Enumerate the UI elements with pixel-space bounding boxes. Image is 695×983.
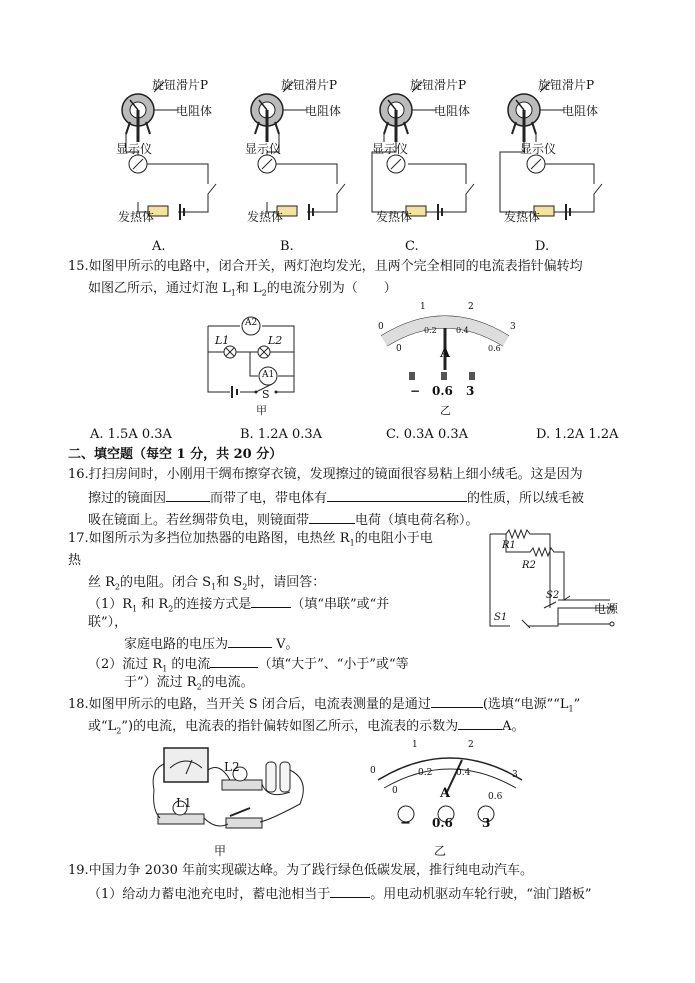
q17-line3: 丝 $R_2$的电阻。闭合 $S_1$和 $S_2$时，请回答： <box>88 575 326 592</box>
q17-s2-label: S2 <box>546 590 560 601</box>
q17-line6: 家庭电路的电压为 V。 <box>124 634 299 654</box>
q16-blank-3[interactable] <box>309 510 355 524</box>
q18-caption-jia: 甲 <box>214 844 227 858</box>
q15-stem-line1: 15.如图甲所示的电路中，闭合开关，两灯泡均发光，且两个完全相同的电流表指针偏转均 <box>68 259 583 274</box>
q18-meter-bottom-0: 0 <box>370 766 376 776</box>
q15-meter-bottom-0: 0 <box>378 322 384 332</box>
q15-l1-label: L1 <box>215 334 230 347</box>
q15-meter-bottom-02: 0.2 <box>424 326 437 335</box>
q17-source-label: 电源 <box>594 602 619 616</box>
q18-physical-circuit <box>150 740 320 840</box>
q16-line3: 吸在镜面上。若丝绸带负电，则镜面带 电荷（填电荷名称）。 <box>88 510 479 530</box>
q14-b-meter-label: 显示仪 <box>245 142 282 156</box>
q15-option-a[interactable]: A. 1.5A 0.3A <box>90 427 172 442</box>
q18-line2: 或“$L_2$”)的电流，电流表的指针偏转如图乙所示，电流表的示数为 A。 <box>88 716 524 741</box>
q18-meter-top-3: 3 <box>512 770 518 780</box>
q15-meter-top-1: 1 <box>420 302 426 312</box>
q17-line4: $(1)R_1$ 和 $R_2$的连接方式是 （填“串联”或“并 <box>88 594 389 619</box>
q17-r2-label: R2 <box>522 560 536 571</box>
q15-meter-top-3: 3 <box>510 322 516 332</box>
q18-l2-label: L2 <box>224 760 240 774</box>
q18-blank-1[interactable] <box>431 694 483 708</box>
q16-blank-2[interactable] <box>327 488 467 502</box>
q15-a2-label: A2 <box>245 318 258 328</box>
q17-s1-label: S1 <box>494 612 508 623</box>
q15-terminal-06: 0.6 <box>432 384 453 398</box>
q17-line7: （2）流过 $R_1$ 的电流 （填“大于”、“小于”或“等 <box>88 654 409 679</box>
q14-d-heater-label: 发热体 <box>504 210 541 224</box>
q14-a-resistor-label: 电阻体 <box>176 104 213 118</box>
q17-r1-label: R1 <box>502 540 516 551</box>
q17-line5: 联”）， <box>88 615 128 630</box>
q14-option-b[interactable]: B. <box>280 239 294 254</box>
q18-line1: 18.如图甲所示的电路，当开关 S 闭合后，电流表测量的是通过 (选填“电源$”“L_1$” <box>68 694 580 719</box>
q14-a-knob-label: 旋钮滑片P <box>152 78 209 92</box>
q14-d-resistor-label: 电阻体 <box>562 104 599 118</box>
section-2-title: 二、填空题（每空 1 分，共 20 分） <box>68 447 283 462</box>
q15-switch-label: S <box>262 388 270 401</box>
q17-blank-1[interactable] <box>251 594 291 608</box>
q15-meter-unit: A <box>440 346 451 361</box>
q15-terminal-3: 3 <box>466 384 475 398</box>
q16-line1: 16.打扫房间时，小刚用干绸布擦穿衣镜，发现擦过的镜面很容易粘上细小绒毛。这是因为 <box>68 467 583 482</box>
q14-a-meter-label: 显示仪 <box>116 142 153 156</box>
q14-option-d[interactable]: D. <box>535 239 550 254</box>
q14-b-heater-label: 发热体 <box>247 210 284 224</box>
q15-meter-top-2: 2 <box>468 302 474 312</box>
q18-meter-top-2: 2 <box>468 740 474 750</box>
q18-terminal-3: 3 <box>482 816 491 830</box>
q15-option-b[interactable]: B. 1.2A 0.3A <box>240 427 323 442</box>
q17-blank-2[interactable] <box>228 634 272 648</box>
q15-a1-label: A1 <box>262 370 275 380</box>
q18-meter-bottom-02: 0.2 <box>418 768 433 778</box>
q15-meter-bottom-04: 0.4 <box>456 326 469 335</box>
q16-line2: 擦过的镜面因 而带了电，带电体有 的性质，所以绒毛被 <box>88 488 584 508</box>
q15-stem-line2: 如图乙所示，通过灯泡 $L_1$和 $L_2$的电流分别为（ ） <box>88 281 397 298</box>
q15-meter-bottom-06: 0.6 <box>488 344 501 353</box>
q14-c-heater-label: 发热体 <box>376 210 413 224</box>
q17-line2: 热 <box>68 553 82 568</box>
q15-option-d[interactable]: D. 1.2A 1.2A <box>536 427 619 442</box>
q19-line2: （1）给动力蓄电池充电时，蓄电池相当于 。用电动机驱动车轮行驶，“油门踏板” <box>88 884 592 904</box>
q18-l1-label: L1 <box>176 796 192 810</box>
q15-option-c[interactable]: C. 0.3A 0.3A <box>386 427 469 442</box>
q18-terminal-06: 0.6 <box>432 816 453 830</box>
q14-c-knob-label: 旋钮滑片P <box>410 78 467 92</box>
q15-meter-top-0: 0 <box>396 344 402 354</box>
q15-caption-jia: 甲 <box>256 404 267 417</box>
q14-option-a[interactable]: A. <box>152 239 166 254</box>
q14-b-resistor-label: 电阻体 <box>305 104 342 118</box>
q17-line8: 于”）流过 $R_2$的电流。 <box>124 675 254 692</box>
q15-caption-yi: 乙 <box>440 404 451 417</box>
q18-blank-2[interactable] <box>458 716 502 730</box>
q17-blank-3[interactable] <box>210 654 258 668</box>
q18-meter-bottom-04: 0.4 <box>456 768 471 778</box>
q18-meter-bottom-06: 0.6 <box>488 792 503 802</box>
q17-line1: 17.如图所示为多挡位加热器的电路图，电热丝 $R_1$的电阻小于电 <box>68 531 433 548</box>
q14-c-meter-label: 显示仪 <box>372 142 409 156</box>
q15-l2-label: L2 <box>268 334 283 347</box>
q18-meter-top-1: 1 <box>412 740 418 750</box>
q14-d-meter-label: 显示仪 <box>520 142 557 156</box>
q19-blank-1[interactable] <box>330 884 370 898</box>
q18-meter-top-0: 0 <box>392 786 398 796</box>
q18-terminal-neg: − <box>400 816 411 831</box>
q15-terminal-neg: − <box>410 384 421 398</box>
q14-d-knob-label: 旋钮滑片P <box>538 78 595 92</box>
q14-c-resistor-label: 电阻体 <box>434 104 471 118</box>
q14-a-heater-label: 发热体 <box>118 210 155 224</box>
q18-meter-unit: A <box>440 786 451 801</box>
q14-b-knob-label: 旋钮滑片P <box>281 78 338 92</box>
q16-blank-1[interactable] <box>166 488 210 502</box>
q14-option-c[interactable]: C. <box>405 239 419 254</box>
q19-line1: 19.中国力争 2030 年前实现碳达峰。为了践行绿色低碳发展，推行纯电动汽车。 <box>68 863 534 878</box>
q18-caption-yi: 乙 <box>434 844 447 858</box>
